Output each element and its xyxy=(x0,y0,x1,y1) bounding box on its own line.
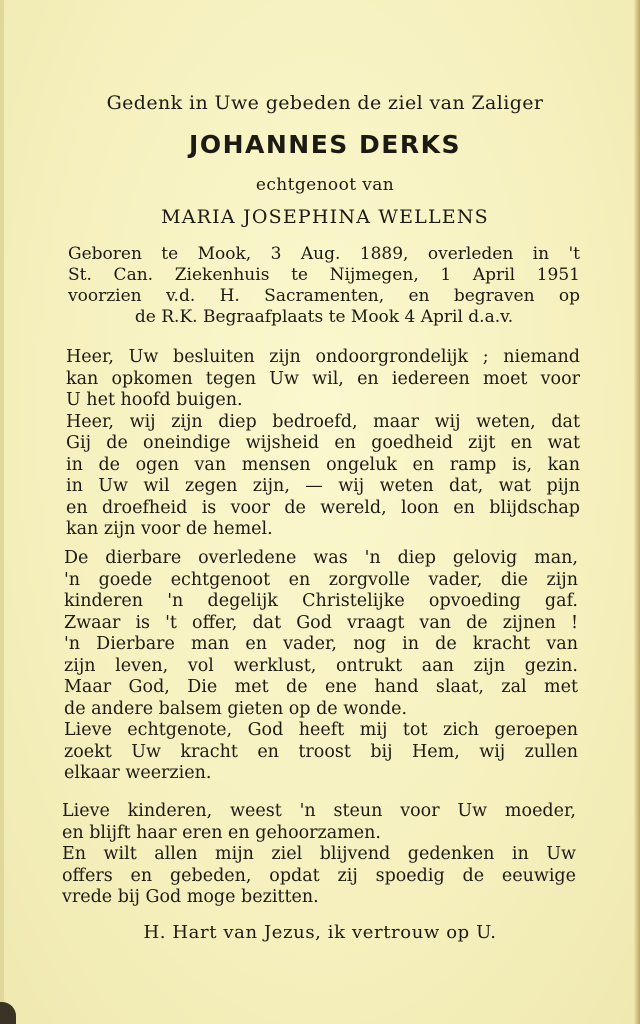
card-right-edge xyxy=(634,0,640,1024)
closing-prayer: H. Hart van Jezus, ik vertrouw op U. xyxy=(143,922,497,943)
paragraph-line: De dierbare overledene was 'n diep gelovig man, xyxy=(64,548,578,568)
paragraph-line: En wilt allen mijn ziel blijvend gedenken in Uw xyxy=(62,844,576,864)
paragraph-line: Heer, Uw besluiten zijn ondoorgrondelijk ; niemand xyxy=(66,347,580,367)
deceased-name: JOHANNES DERKS xyxy=(189,130,461,159)
paragraph-line: en blijft haar eren en gehoorzamen. xyxy=(62,822,381,843)
card-corner-wear xyxy=(0,1002,16,1024)
paragraph-line: kan opkomen tegen Uw wil, en iedereen moet voor xyxy=(66,368,580,389)
relation-line: echtgenoot van xyxy=(255,175,395,195)
paragraph-line: zijn leven, vol werklust, ontrukt aan zijn gezin. xyxy=(64,655,578,676)
card-left-edge xyxy=(0,0,4,1024)
paragraph-line: in Uw wil zegen zijn, — wij weten dat, wat pijn xyxy=(66,476,580,496)
paragraph-line: vrede bij God moge bezitten. xyxy=(62,887,319,907)
paragraph-line: elkaar weerzien. xyxy=(64,763,212,783)
prayer-paragraph-2 xyxy=(64,548,578,785)
paragraph-line: U het hoofd buigen. xyxy=(66,390,243,410)
paragraph-line: offers en gebeden, opdat zij spoedig de eeuwige xyxy=(62,865,576,886)
paragraph-line: zoekt Uw kracht en troost bij Hem, wij zullen xyxy=(64,741,578,762)
paragraph-line: kan zijn voor de hemel. xyxy=(66,519,273,539)
biography-line: Geboren te Mook, 3 Aug. 1889, overleden in 't xyxy=(68,244,580,264)
paragraph-line: Gij de oneindige wijsheid en goedheid zijt en wat xyxy=(66,433,580,453)
prayer-paragraph-1 xyxy=(66,347,580,541)
paragraph-line: Maar God, Die met de ene hand slaat, zal met xyxy=(64,677,578,697)
paragraph-line: Heer, wij zijn diep bedroefd, maar wij weten, dat xyxy=(66,411,580,432)
paragraph-line: Lieve kinderen, weest 'n steun voor Uw moeder, xyxy=(62,801,576,821)
paragraph-line: de andere balsem gieten op de wonde. xyxy=(64,698,408,719)
biography-line: St. Can. Ziekenhuis te Nijmegen, 1 April 1951 xyxy=(68,265,580,285)
spouse-name: MARIA JOSEPHINA WELLENS xyxy=(161,206,489,228)
invocation-line: Gedenk in Uwe gebeden de ziel van Zaliger xyxy=(106,92,544,114)
paragraph-line: Lieve echtgenote, God heeft mij tot zich geroepen xyxy=(64,720,578,740)
paragraph-line: en droefheid is voor de wereld, loon en blijdschap xyxy=(66,497,580,518)
paragraph-line: in de ogen van mensen ongeluk en ramp is, kan xyxy=(66,454,580,475)
paragraph-line: 'n Dierbare man en vader, nog in de kracht van xyxy=(64,634,578,654)
prayer-paragraph-3 xyxy=(62,801,576,909)
paragraph-line: Zwaar is 't offer, dat God vraagt van de zijnen ! xyxy=(64,612,578,633)
biography-line: voorzien v.d. H. Sacramenten, en begraven op xyxy=(68,286,580,306)
paragraph-line: 'n goede echtgenoot en zorgvolle vader, die zijn xyxy=(64,569,578,590)
paragraph-line: kinderen 'n degelijk Christelijke opvoeding gaf. xyxy=(64,591,578,611)
biography-block xyxy=(68,244,580,328)
biography-line: de R.K. Begraafplaats te Mook 4 April d.a.v. xyxy=(134,307,514,327)
